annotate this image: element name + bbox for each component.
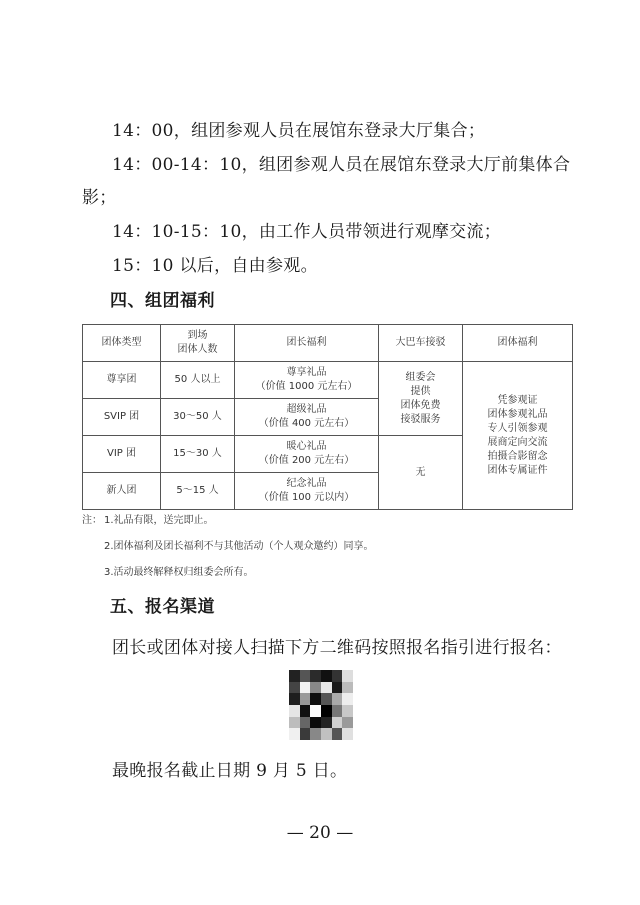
cell-leader: 尊享礼品 （价值 1000 元左右） bbox=[235, 362, 379, 399]
table-header-row bbox=[83, 325, 573, 362]
section-4-heading: 四、组团福利 bbox=[110, 291, 215, 311]
cell-type: 新人团 bbox=[83, 473, 161, 510]
header-bus: 大巴车接驳 bbox=[379, 325, 463, 362]
note-item-1: 1.礼品有限，送完即止。 bbox=[104, 515, 214, 526]
registration-instruction: 团长或团体对接人扫描下方二维码按照报名指引进行报名： bbox=[112, 638, 562, 658]
cell-leader: 暖心礼品 （价值 200 元左右） bbox=[235, 436, 379, 473]
header-type: 团体类型 bbox=[83, 325, 161, 362]
schedule-line-1: 14：00，组团参观人员在展馆东登录大厅集合； bbox=[112, 121, 486, 141]
cell-bus-service: 组委会 提供 团体免费 接驳服务 bbox=[379, 362, 463, 436]
cell-bus-none: 无 bbox=[379, 436, 463, 510]
cell-count: 50 人以上 bbox=[161, 362, 235, 399]
note-item-2: 2.团体福利及团长福利不与其他活动（个人观众邀约）同享。 bbox=[104, 541, 374, 552]
registration-deadline: 最晚报名截止日期 9 月 5 日。 bbox=[112, 761, 348, 781]
table-row bbox=[83, 362, 573, 399]
benefits-table bbox=[82, 324, 573, 510]
page-number: — 20 — bbox=[286, 823, 354, 843]
schedule-line-2-cont: 影； bbox=[82, 188, 117, 208]
cell-count: 15～30 人 bbox=[161, 436, 235, 473]
cell-type: 尊享团 bbox=[83, 362, 161, 399]
header-leader: 团长福利 bbox=[235, 325, 379, 362]
qr-code-image bbox=[289, 670, 353, 740]
cell-type: VIP 团 bbox=[83, 436, 161, 473]
section-5-heading: 五、报名渠道 bbox=[110, 597, 215, 617]
schedule-line-2: 14：00-14：10，组团参观人员在展馆东登录大厅前集体合 bbox=[112, 155, 571, 175]
schedule-line-3: 14：10-15：10，由工作人员带领进行观摩交流； bbox=[112, 222, 502, 242]
cell-leader: 超级礼品 （价值 400 元左右） bbox=[235, 399, 379, 436]
schedule-line-4: 15：10 以后，自由参观。 bbox=[112, 256, 318, 276]
cell-type: SVIP 团 bbox=[83, 399, 161, 436]
note-prefix: 注： bbox=[82, 515, 102, 526]
cell-group-benefits: 凭参观证 团体参观礼品 专人引领参观 展商定向交流 拍摄合影留念 团体专属证件 bbox=[463, 362, 573, 510]
header-group: 团体福利 bbox=[463, 325, 573, 362]
cell-count: 5～15 人 bbox=[161, 473, 235, 510]
cell-count: 30～50 人 bbox=[161, 399, 235, 436]
cell-leader: 纪念礼品 （价值 100 元以内） bbox=[235, 473, 379, 510]
note-item-3: 3.活动最终解释权归组委会所有。 bbox=[104, 567, 254, 578]
header-count: 到场 团体人数 bbox=[161, 325, 235, 362]
